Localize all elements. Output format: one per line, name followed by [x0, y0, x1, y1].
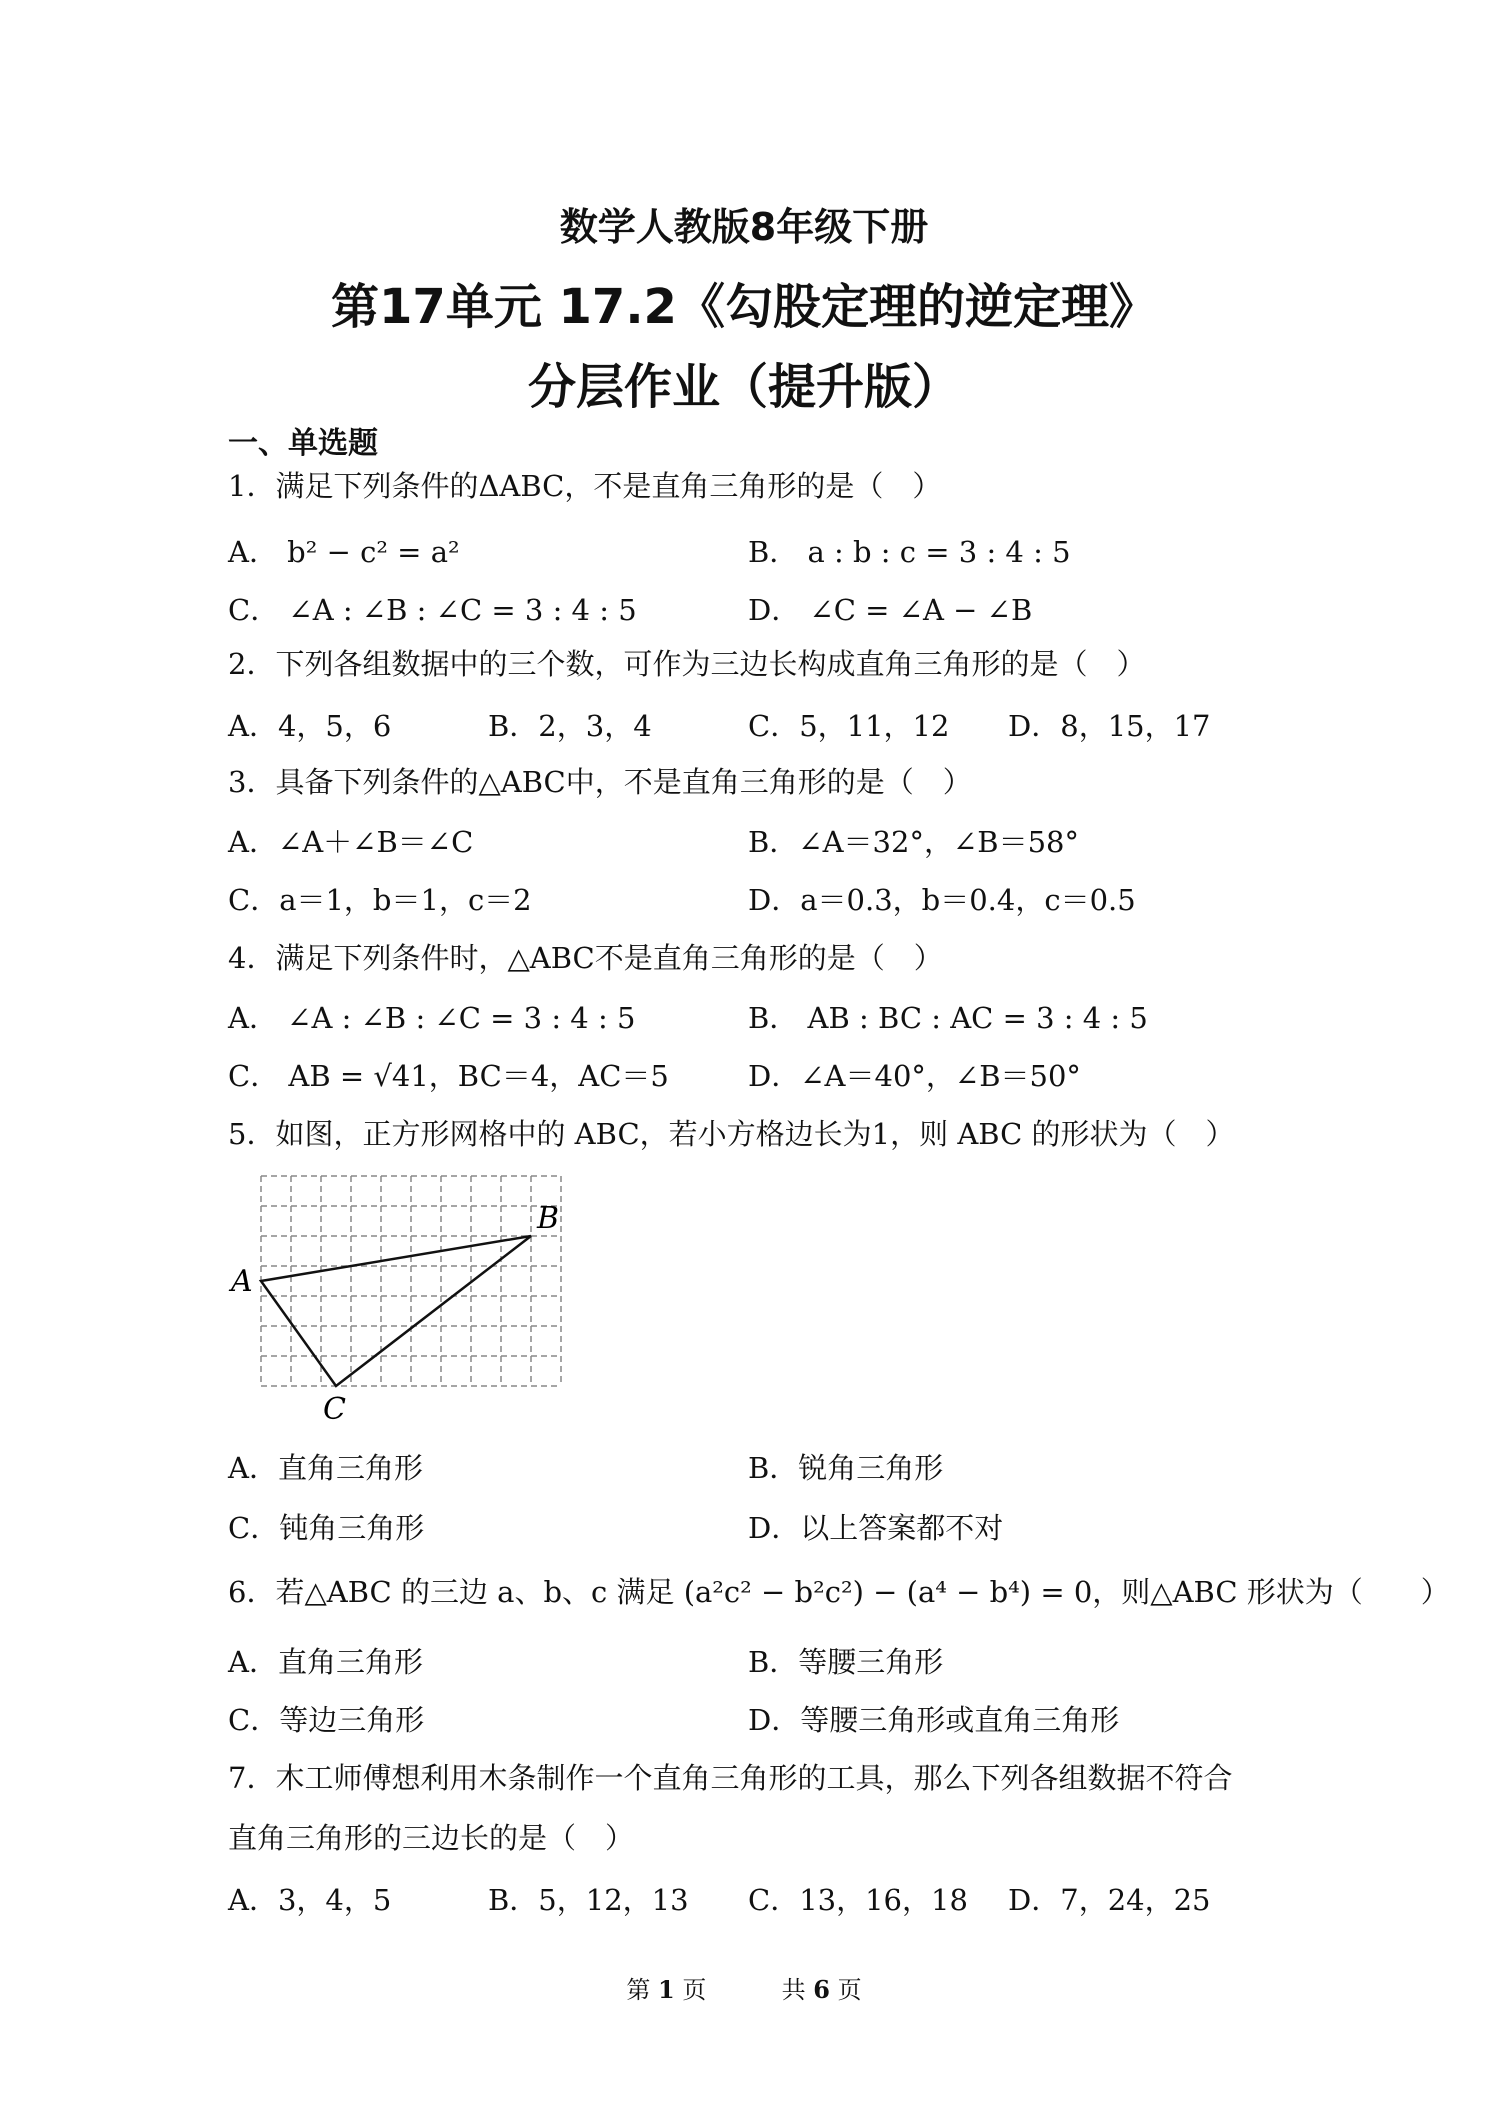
question-2-option-c: C．5，11，12 [748, 709, 950, 743]
question-1-option-c: C． ∠A : ∠B : ∠C = 3 : 4 : 5 [228, 593, 637, 627]
doc-title: 数学人教版8年级下册 [559, 205, 929, 249]
question-4-option-b: B． AB : BC : AC = 3 : 4 : 5 [748, 1001, 1148, 1035]
question-4-option-a: A． ∠A : ∠B : ∠C = 3 : 4 : 5 [228, 1001, 636, 1035]
vertex-label-a: A [231, 1264, 253, 1299]
question-1-option-b: B． a : b : c = 3 : 4 : 5 [748, 535, 1071, 569]
footer-page-number: 1 [658, 1975, 675, 2004]
question-2-option-b: B．2，3，4 [488, 709, 652, 743]
question-6-option-c: C．等边三角形 [228, 1703, 425, 1737]
question-4-option-d: D．∠A＝40°，∠B＝50° [748, 1059, 1081, 1093]
doc-unit-title: 第17单元 17.2《勾股定理的逆定理》 [331, 279, 1157, 335]
question-5-stem: 5．如图，正方形网格中的 ABC，若小方格边长为1，则 ABC 的形状为（ ） [228, 1117, 1235, 1151]
vertex-label-b: B [537, 1201, 560, 1236]
question-2-stem: 2．下列各组数据中的三个数，可作为三边长构成直角三角形的是（ ） [228, 647, 1146, 681]
page-footer [0, 1970, 1488, 2005]
question-2-option-d: D．8，15，17 [1008, 709, 1211, 743]
question-7-option-b: B．5，12，13 [488, 1883, 689, 1917]
doc-subtitle: 分层作业（提升版） [527, 359, 960, 415]
question-7-option-c: C．13，16，18 [748, 1883, 968, 1917]
footer-total-prefix: 共 [781, 1976, 806, 2004]
question-5-option-a: A．直角三角形 [228, 1451, 423, 1485]
question-5-option-d: D．以上答案都不对 [748, 1511, 1004, 1545]
question-5-option-b: B．锐角三角形 [748, 1451, 944, 1485]
question-2-option-a: A．4，5，6 [228, 709, 392, 743]
question-6-option-b: B．等腰三角形 [748, 1645, 944, 1679]
footer-total-suffix: 页 [837, 1976, 862, 2004]
question-3-option-a: A．∠A＋∠B＝∠C [228, 825, 474, 859]
question-6-option-a: A．直角三角形 [228, 1645, 423, 1679]
triangle-abc [261, 1236, 531, 1386]
triangle-grid-figure [225, 1168, 605, 1428]
vertex-label-c: C [323, 1392, 346, 1427]
question-7-stem-continued: 直角三角形的三边长的是（ ） [228, 1821, 635, 1855]
question-4-stem: 4．满足下列条件时，△ABC不是直角三角形的是（ ） [228, 941, 943, 975]
question-7-stem: 7．木工师傅想利用木条制作一个直角三角形的工具，那么下列各组数据不符合 [228, 1761, 1233, 1795]
question-6-stem: 6．若△ABC 的三边 a、b、c 满足 (a²c² − b²c²) − (a⁴ − b⁴) = 0，则△ABC 形状为（ ） [228, 1575, 1450, 1609]
question-3-option-d: D．a＝0.3，b＝0.4，c＝0.5 [748, 883, 1136, 917]
question-4-option-c: C． AB = √41，BC＝4，AC＝5 [228, 1059, 669, 1093]
question-3-option-b: B．∠A＝32°，∠B＝58° [748, 825, 1079, 859]
footer-page-suffix: 页 [682, 1976, 707, 2004]
question-1-option-a: A． b² − c² = a² [228, 535, 460, 569]
question-3-option-c: C．a＝1，b＝1，c＝2 [228, 883, 532, 917]
section-heading: 一、单选题 [228, 426, 378, 461]
question-3-stem: 3．具备下列条件的△ABC中，不是直角三角形的是（ ） [228, 765, 972, 799]
footer-page-prefix: 第 [626, 1976, 651, 2004]
grid-lines [261, 1176, 561, 1386]
question-7-option-d: D．7，24，25 [1008, 1883, 1211, 1917]
question-1-option-d: D． ∠C = ∠A − ∠B [748, 593, 1033, 627]
footer-total-number: 6 [813, 1975, 830, 2004]
question-6-option-d: D．等腰三角形或直角三角形 [748, 1703, 1120, 1737]
question-5-option-c: C．钝角三角形 [228, 1511, 425, 1545]
question-1-stem: 1．满足下列条件的ΔABC，不是直角三角形的是（ ） [228, 469, 942, 503]
question-7-option-a: A．3，4，5 [228, 1883, 392, 1917]
